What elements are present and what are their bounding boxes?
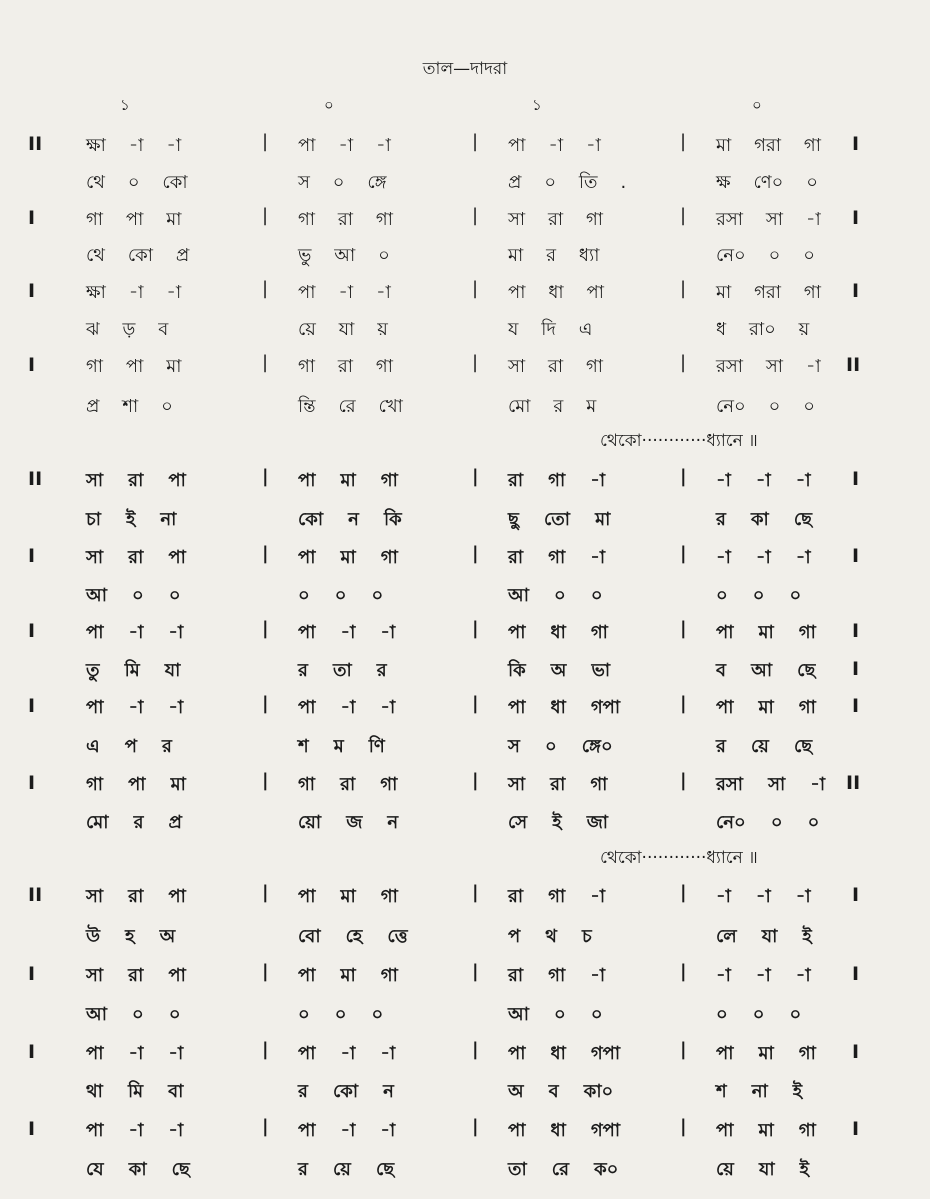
lyric-cell: আ ০ ০ [86,585,181,606]
opening-barline: II [28,133,43,155]
swara-cell: পা মা গা [298,547,398,568]
beat-separator: | [680,693,687,714]
closing-barline: I [852,133,860,155]
page-title: তাল—দাদরা [422,59,508,79]
lyric-line [0,1000,930,1034]
swara-line [0,466,930,500]
lyric-cell: আ ০ ০ [508,585,603,606]
swara-cell: পা -া -া [298,1120,396,1141]
lyric-line [0,1077,930,1111]
lyric-cell: প্র শা ০ [86,396,173,417]
swara-cell: পা -া -া [508,135,601,156]
beat-separator: | [472,205,479,226]
beat-separator: | [680,618,687,639]
swara-cell: সা রা গা [508,209,604,230]
closing-barline: II [846,354,861,376]
lyric-cell: স ০ ঙ্গে০ [508,736,613,757]
swara-line [0,1116,930,1150]
beat-separator: | [472,543,479,564]
beat-separator: | [680,961,687,982]
swara-cell: সা রা পা [86,886,186,907]
lyric-cell: র কো ন [298,1081,394,1102]
swara-line [0,205,930,239]
opening-barline: I [28,280,36,302]
lyric-cell: থে কো প্র [86,245,190,266]
swara-cell: রসা সা -া [716,774,826,795]
lyric-cell: এ প র [86,736,172,757]
lyric-cell: আ ০ ০ [508,1004,603,1025]
closing-barline: I [852,468,860,490]
lyric-cell: ধ রা০ য় [716,319,810,340]
swara-cell: রা গা -া [508,470,606,491]
lyric-cell: থা মি বা [86,1081,184,1102]
lyric-line [0,1155,930,1189]
opening-barline: I [28,1041,36,1063]
beat-separator: | [262,543,269,564]
beat-separator: | [472,131,479,152]
swara-cell: পা মা গা [298,965,398,986]
swara-cell: পা ধা পা [508,282,604,303]
swara-cell: সা রা পা [86,547,186,568]
beat-mark: ১ [120,96,130,114]
swara-cell: -া -া -া [716,965,811,986]
beat-separator: | [472,693,479,714]
swara-cell: পা -া -া [298,282,391,303]
lyric-cell: মো র ম [508,396,597,417]
lyric-cell: র তা র [298,660,387,681]
lyric-line [0,732,930,766]
beat-separator: | [680,131,687,152]
swara-cell: পা -া -া [298,1043,396,1064]
swara-line [0,1039,930,1073]
lyric-cell: অ ব কা০ [508,1081,614,1102]
swara-cell: সা রা গা [508,774,608,795]
beat-separator: | [680,1039,687,1060]
lyric-cell: ভু আ ০ [298,245,390,266]
lyric-cell: চা ই না [86,509,177,530]
beat-separator: | [472,961,479,982]
swara-cell: গা পা মা [86,209,182,230]
swara-line [0,693,930,727]
opening-barline: II [28,468,43,490]
swara-cell: পা মা গা [716,697,816,718]
lyric-cell: শ না ই [716,1081,803,1102]
swara-cell: পা -া -া [86,697,184,718]
beat-separator: | [680,352,687,373]
opening-barline: II [28,884,43,906]
beat-separator: | [680,1116,687,1137]
lyric-line [0,392,930,426]
beat-mark: ১ [532,96,542,114]
lyric-cell: শ ম ণি [298,736,385,757]
swara-cell: ক্ষা -া -া [86,135,182,156]
closing-barline: I [852,963,860,985]
beat-separator: | [262,961,269,982]
swara-cell: পা ধা গা [508,622,608,643]
swara-line [0,770,930,804]
lyric-line [0,505,930,539]
lyric-line [0,581,930,615]
swara-cell: -া -া -া [716,470,811,491]
swara-cell: পা -া -া [298,697,396,718]
opening-barline: I [28,620,36,642]
lyric-line [0,808,930,842]
beat-separator: | [472,352,479,373]
swara-cell: রসা সা -া [716,356,821,377]
lyric-cell: র য়ে ছে [298,1159,395,1180]
beat-separator: | [472,882,479,903]
closing-barline: I [852,884,860,906]
opening-barline: I [28,545,36,567]
closing-barline: I [852,695,860,717]
swara-cell: মা গরা গা [716,135,821,156]
beat-separator: | [262,1039,269,1060]
lyric-cell: ০ ০ ০ [298,585,384,606]
swara-cell: পা মা গা [716,1120,816,1141]
beat-separator: | [472,466,479,487]
beat-separator: | [262,466,269,487]
lyric-cell: ছু তো মা [508,509,611,530]
swara-cell: গা রা গা [298,356,393,377]
lyric-cell: তু মি যা [86,660,181,681]
closing-barline: I [852,207,860,229]
lyric-cell: ০ ০ ০ [716,1004,802,1025]
swara-cell: পা মা গা [298,886,398,907]
opening-barline: I [28,695,36,717]
lyric-line [0,656,930,690]
swara-line [0,352,930,386]
lyric-cell: বো হে ত্তে [298,926,408,947]
swara-line [0,961,930,995]
lyric-cell: কো ন কি [298,509,402,530]
swara-line [0,131,930,165]
swara-line [0,278,930,312]
swara-cell: গা পা মা [86,356,182,377]
swara-cell: গা রা গা [298,209,393,230]
beat-separator: | [262,278,269,299]
closing-barline: I [852,1118,860,1140]
swara-cell: মা গরা গা [716,282,821,303]
lyric-cell: স ০ ঙ্গে [298,172,387,193]
swara-cell: গা পা মা [86,774,186,795]
closing-barline: I [852,280,860,302]
lyric-cell: ০ ০ ০ [298,1004,384,1025]
opening-barline: I [28,1118,36,1140]
lyric-cell: প্র ০ তি . [508,172,627,193]
closing-barline: II [846,772,861,794]
beat-separator: | [680,205,687,226]
lyric-cell: র য়ে ছে [716,736,813,757]
beat-separator: | [680,882,687,903]
beat-separator: | [262,770,269,791]
swara-cell: পা ধা গপা [508,1043,621,1064]
lyric-cell: থে ০ কো [86,172,188,193]
swara-line [0,618,930,652]
swara-cell: পা মা গা [716,1043,816,1064]
lyric-cell: নে০ ০ ০ [716,396,815,417]
closing-barline: I [852,658,860,680]
beat-separator: | [472,618,479,639]
lyric-cell: লে যা ই [716,926,812,947]
lyric-cell: ঝ ড় ব [86,319,169,340]
swara-cell: সা রা গা [508,356,604,377]
refrain-marker: থেকো············ধ্যানে ॥ [600,431,758,451]
closing-barline: I [852,620,860,642]
beat-separator: | [472,1116,479,1137]
lyric-line [0,315,930,349]
beat-separator: | [262,352,269,373]
swara-cell: গা রা গা [298,774,398,795]
lyric-line [0,241,930,275]
beat-separator: | [262,882,269,903]
lyric-cell: ০ ০ ০ [716,585,802,606]
beat-marks-row [0,94,930,120]
beat-separator: | [262,131,269,152]
lyric-cell: যে কা ছে [86,1159,190,1180]
beat-mark: ০ [324,96,334,114]
lyric-cell: ব আ ছে [716,660,816,681]
beat-separator: | [262,693,269,714]
lyric-cell: মা র ধ্যা [508,245,600,266]
lyric-cell: প থ চ [508,926,592,947]
swara-cell: সা রা পা [86,965,186,986]
beat-mark: ০ [752,96,762,114]
swara-cell: সা রা পা [86,470,186,491]
swara-cell: -া -া -া [716,886,811,907]
swara-cell: রা গা -া [508,965,606,986]
swara-cell: রা গা -া [508,547,606,568]
swara-cell: পা মা গা [716,622,816,643]
beat-separator: | [680,278,687,299]
beat-separator: | [262,1116,269,1137]
beat-separator: | [472,770,479,791]
swara-line [0,543,930,577]
beat-separator: | [262,618,269,639]
lyric-cell: নে০ ০ ০ [716,812,820,833]
lyric-cell: য়ে যা য় [298,319,388,340]
opening-barline: I [28,772,36,794]
swara-cell: ক্ষা -া -া [86,282,182,303]
refrain-marker: থেকো············ধ্যানে ॥ [600,848,758,868]
opening-barline: I [28,963,36,985]
lyric-cell: নে০ ০ ০ [716,245,815,266]
beat-separator: | [262,205,269,226]
lyric-cell: মো র প্র [86,812,182,833]
closing-barline: I [852,545,860,567]
lyric-cell: র কা ছে [716,509,813,530]
lyric-cell: আ ০ ০ [86,1004,181,1025]
swara-cell: রসা সা -া [716,209,821,230]
lyric-cell: তা রে ক০ [508,1159,619,1180]
beat-separator: | [680,543,687,564]
lyric-line [0,168,930,202]
swara-cell: পা -া -া [86,1120,184,1141]
swara-line [0,882,930,916]
swara-cell: পা -া -া [86,1043,184,1064]
beat-separator: | [472,1039,479,1060]
swara-cell: রা গা -া [508,886,606,907]
swara-cell: পা ধা গপা [508,1120,621,1141]
beat-separator: | [472,278,479,299]
lyric-cell: সে ই জা [508,812,609,833]
swara-cell: পা -া -া [298,622,396,643]
closing-barline: I [852,1041,860,1063]
swara-cell: -া -া -া [716,547,811,568]
swara-cell: পা -া -া [86,622,184,643]
swara-cell: পা ধা গপা [508,697,621,718]
lyric-cell: উ হ অ [86,926,176,947]
lyric-cell: য়ে যা ই [716,1159,809,1180]
lyric-cell: য দি এ [508,319,593,340]
swara-cell: পা মা গা [298,470,398,491]
beat-separator: | [680,466,687,487]
lyric-line [0,922,930,956]
lyric-cell: ক্ষ ণে০ ০ [716,172,818,193]
lyric-cell: ন্তি রে খো [298,396,403,417]
lyric-cell: য়ো জ ন [298,812,399,833]
beat-separator: | [680,770,687,791]
opening-barline: I [28,207,36,229]
opening-barline: I [28,354,36,376]
lyric-cell: কি অ ভা [508,660,611,681]
swara-cell: পা -া -া [298,135,391,156]
